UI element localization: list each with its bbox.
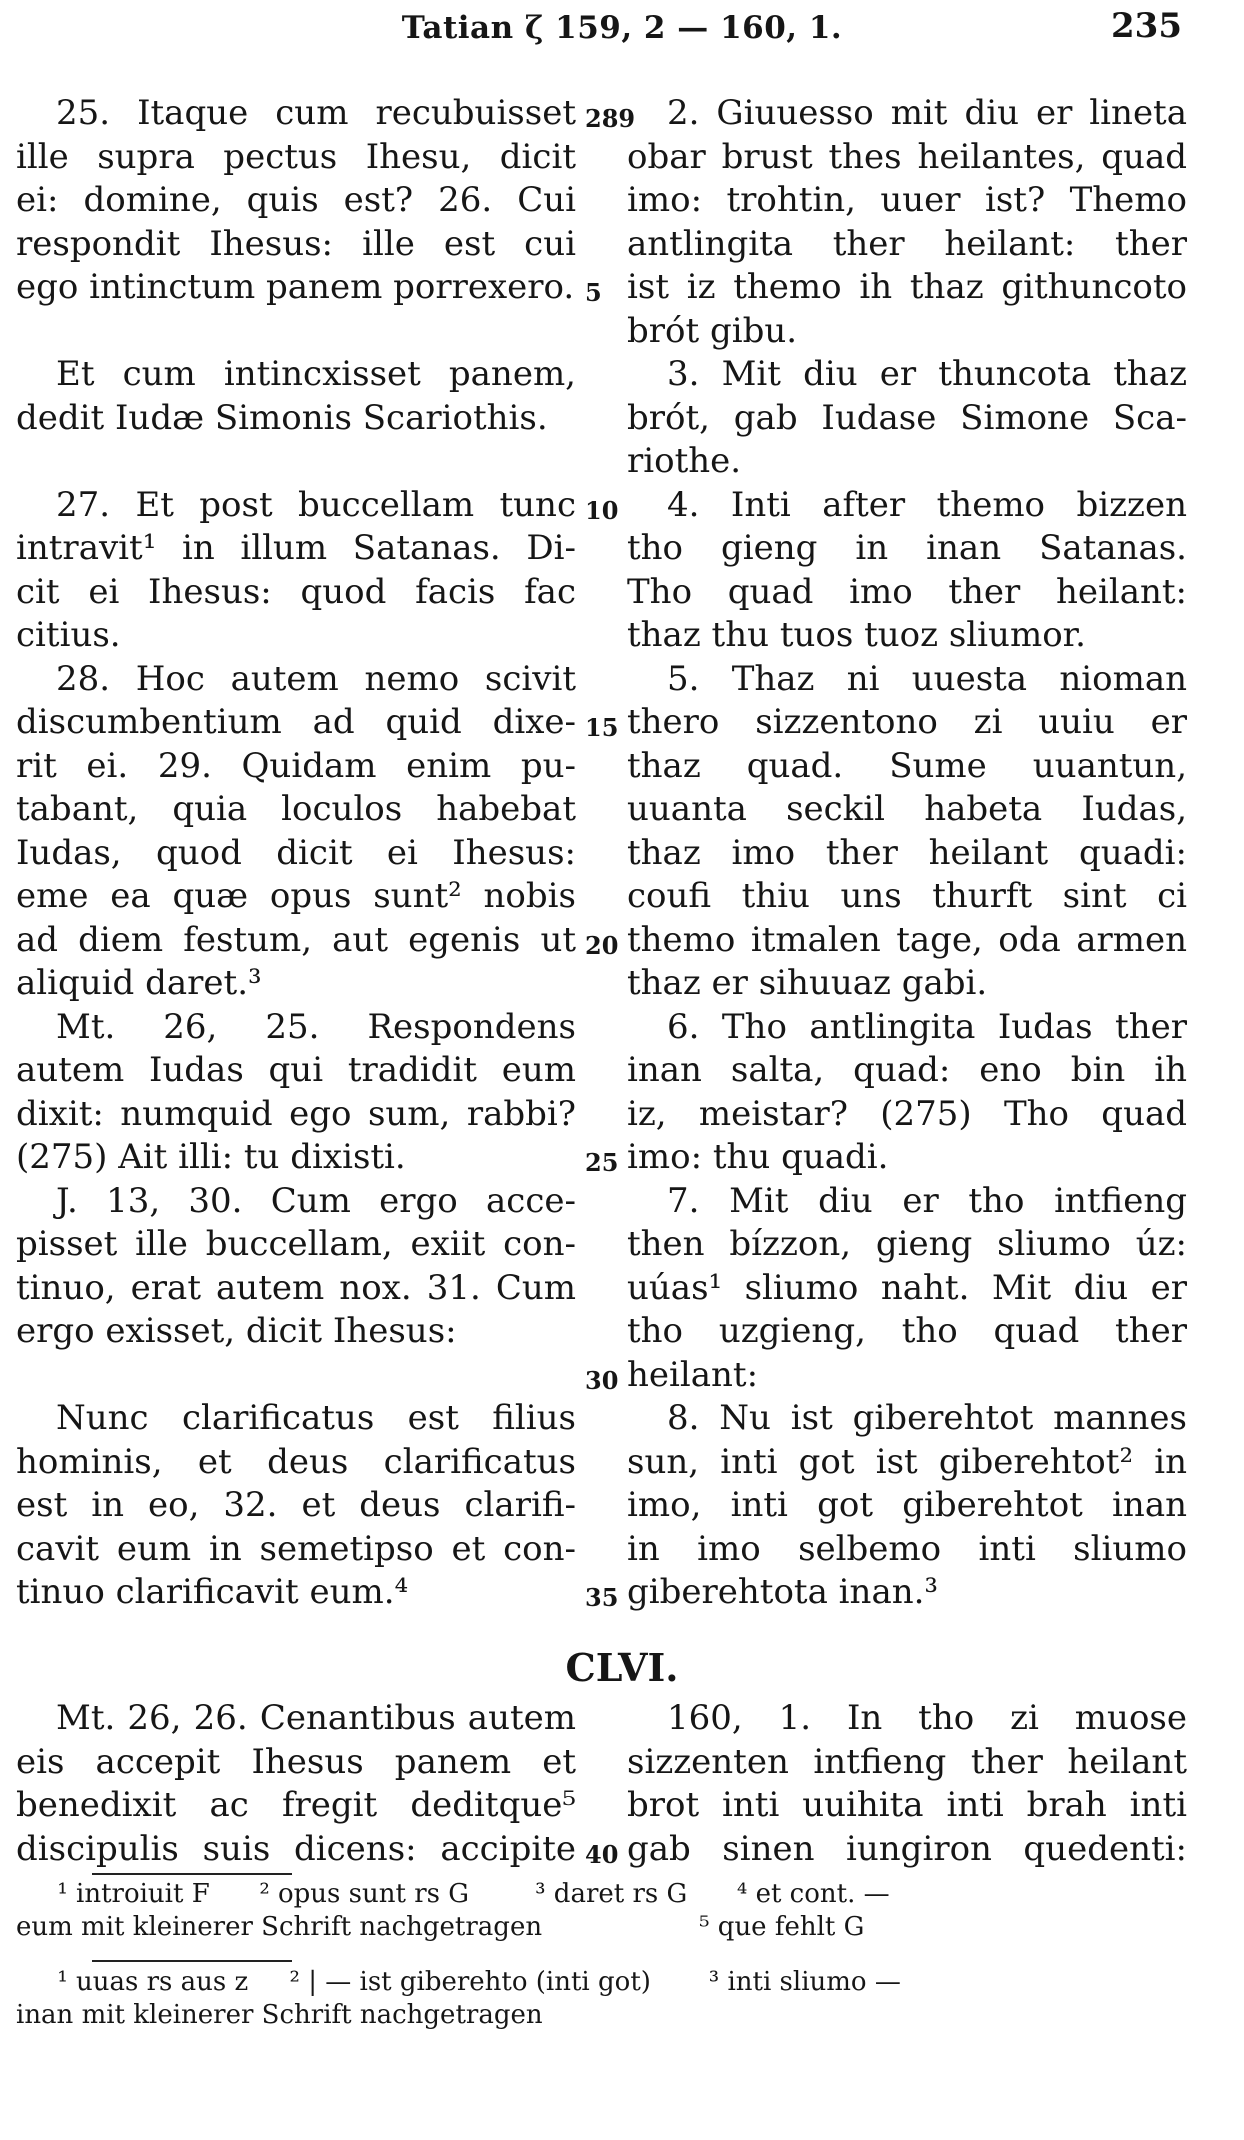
line-number: 25 [585,1148,619,1177]
text-line: 160, 1. In tho zi muose [667,1698,1187,1738]
text-line: Mt. 26, 25. Respondens [56,1006,576,1047]
text-line: 4. Inti after themo bizzen [667,484,1187,525]
text-line: inan salta, quad: eno bin ih [627,1050,1187,1090]
text-line: ad diem festum, aut egenis ut [16,919,576,960]
running-header: Tatian ζ 159, 2 — 160, 1. [401,10,843,46]
text-line: brót, gab Iudase Simone Sca- [627,397,1187,438]
text-line: uuanta seckil habeta Iudas, [627,789,1187,829]
text-line: iz, meistar? (275) Tho quad [627,1093,1187,1134]
text-line: tho uzgieng, tho quad ther [627,1311,1187,1351]
latin-column [16,92,576,1615]
text-line: (275) Ait illi: tu dixisti. [16,1137,406,1177]
text-line: sizzenten intfieng ther heilant [627,1741,1187,1782]
text-line: imo, inti got giberehtot inan [627,1485,1187,1525]
text-line: obar brust thes heilantes, quad [627,136,1187,177]
text-line: respondit Ihesus: ille est cui [16,223,576,264]
text-line: Mt. 26, 26. Cenantibus autem [56,1698,576,1738]
text-line: gab sinen iungiron quedenti: [627,1828,1187,1869]
text-line: cit ei Ihesus: quod facis fac [16,571,576,612]
line-number: 5 [585,278,602,307]
text-line: ergo exisset, dicit Ihesus: [16,1311,457,1351]
text-line: tinuo, erat autem nox. 31. Cum [16,1267,576,1308]
text-line: thaz thu tuos tuoz sliumor. [627,615,1086,655]
text-line: imo: thu quadi. [627,1137,889,1177]
text-line: autem Iudas qui tradidit eum [16,1050,576,1090]
text-line: cavit eum in semetipso et con- [16,1528,576,1569]
text-line: coufi thiu uns thurft sint ci [627,876,1187,916]
footnote-rule-latin [92,1873,292,1875]
text-line: dedit Iudæ Simonis Scariothis. [16,397,548,438]
text-line: uúas¹ sliumo naht. Mit diu er [627,1267,1187,1308]
text-line: then bízzon, gieng sliumo úz: [627,1224,1187,1264]
text-line: tinuo clarificavit eum.⁴ [16,1572,409,1612]
text-line: 27. Et post buccellam tunc [56,484,576,525]
text-line: imo: trohtin, uuer ist? Themo [627,180,1187,220]
footnote-line: ¹ introiuit F ² opus sunt rs G ³ daret rs G ⁴ et cont. — [16,1879,890,1909]
text-line: thaz imo ther heilant quadi: [627,832,1187,873]
section-heading: CLVI. [565,1645,679,1690]
text-line: citius. [16,615,121,655]
footnotes-latin [16,1878,1196,1944]
text-line: giberehtota inan.³ [627,1572,939,1612]
text-line: themo itmalen tage, oda armen [627,919,1187,960]
text-line: in imo selbemo inti sliumo [627,1528,1187,1569]
line-number: 15 [585,713,619,742]
text-line: 28. Hoc autem nemo scivit [56,658,576,699]
text-line: J. 13, 30. Cum ergo acce- [56,1180,576,1221]
blank-line [16,310,576,354]
text-line: 3. Mit diu er thuncota thaz [667,354,1187,394]
footnotes-old-high-german [16,1966,1196,2032]
text-line: Nunc clarificatus est filius [56,1398,576,1438]
footnote-line: ¹ uuas rs aus z ² | — ist giberehto (inti got) ³ inti sliumo — [16,1967,901,1997]
text-line: ist iz themo ih thaz githuncoto [627,267,1187,307]
text-line: 7. Mit diu er tho intfieng [667,1180,1187,1221]
text-line: Tho quad imo ther heilant: [627,571,1187,612]
text-line: thaz quad. Sume uuantun, [627,745,1187,786]
old-high-german-column [627,92,1187,1615]
text-line: aliquid daret.³ [16,963,262,1003]
latin-column-section-2 [16,1697,576,1871]
text-line: eme ea quæ opus sunt² nobis [16,876,576,916]
text-line: ille supra pectus Ihesu, dicit [16,136,576,177]
text-line: brot inti uuihita inti brah inti [627,1785,1187,1825]
text-line: est in eo, 32. et deus clarifi- [16,1485,576,1525]
text-line: 5. Thaz ni uuesta nioman [667,658,1187,699]
text-line: ei: domine, quis est? 26. Cui [16,180,576,220]
text-line: brót gibu. [627,310,798,351]
text-line: 2. Giuuesso mit diu er lineta [667,93,1187,133]
text-line: Iudas, quod dicit ei Ihesus: [16,832,576,873]
footnote-line: eum mit kleinerer Schrift nachgetragen ⁵ que fehlt G [16,1912,865,1942]
text-line: intravit¹ in illum Satanas. Di- [16,528,576,568]
text-line: tabant, quia loculos habebat [16,789,576,829]
text-line: 6. Tho antlingita Iudas ther [667,1006,1187,1047]
line-number: 35 [585,1583,619,1612]
text-line: thaz er sihuuaz gabi. [627,963,988,1003]
text-line: dixit: numquid ego sum, rabbi? [16,1093,576,1134]
line-number: 30 [585,1365,619,1395]
old-high-german-column-section-2 [627,1697,1187,1871]
text-line: rit ei. 29. Quidam enim pu- [16,745,576,786]
text-line: tho gieng in inan Satanas. [627,528,1187,568]
blank-line [16,440,576,484]
text-line: 25. Itaque cum recubuisset [56,93,576,133]
line-number: 40 [585,1839,619,1869]
footnote-rule-ohg [92,1960,292,1962]
text-line: hominis, et deus clarificatus [16,1441,576,1482]
text-line: riothe. [627,441,742,481]
text-line: Et cum intincxisset panem, [56,354,576,394]
text-line: thero sizzentono zi uuiu er [627,702,1187,742]
line-number: 10 [585,495,619,525]
text-line: heilant: [627,1354,759,1395]
text-line: discipulis suis dicens: accipite [16,1828,576,1869]
text-line: antlingita ther heilant: ther [627,223,1187,264]
text-line: benedixit ac fregit deditque⁵ [16,1785,576,1825]
text-line: 8. Nu ist giberehtot mannes [667,1398,1187,1438]
page-number: 235 [1111,6,1182,46]
text-line: eis accepit Ihesus panem et [16,1741,576,1782]
blank-line [16,1354,576,1398]
text-line: sun, inti got ist giberehtot² in [627,1441,1187,1482]
line-number: 20 [585,930,619,960]
text-line: discumbentium ad quid dixe- [16,702,576,742]
line-number: 289 [585,104,636,133]
text-line: ego intinctum panem porrexero. [16,267,575,307]
footnote-line: inan mit kleinerer Schrift nachgetragen [16,2000,543,2030]
text-line: pisset ille buccellam, exiit con- [16,1224,576,1264]
